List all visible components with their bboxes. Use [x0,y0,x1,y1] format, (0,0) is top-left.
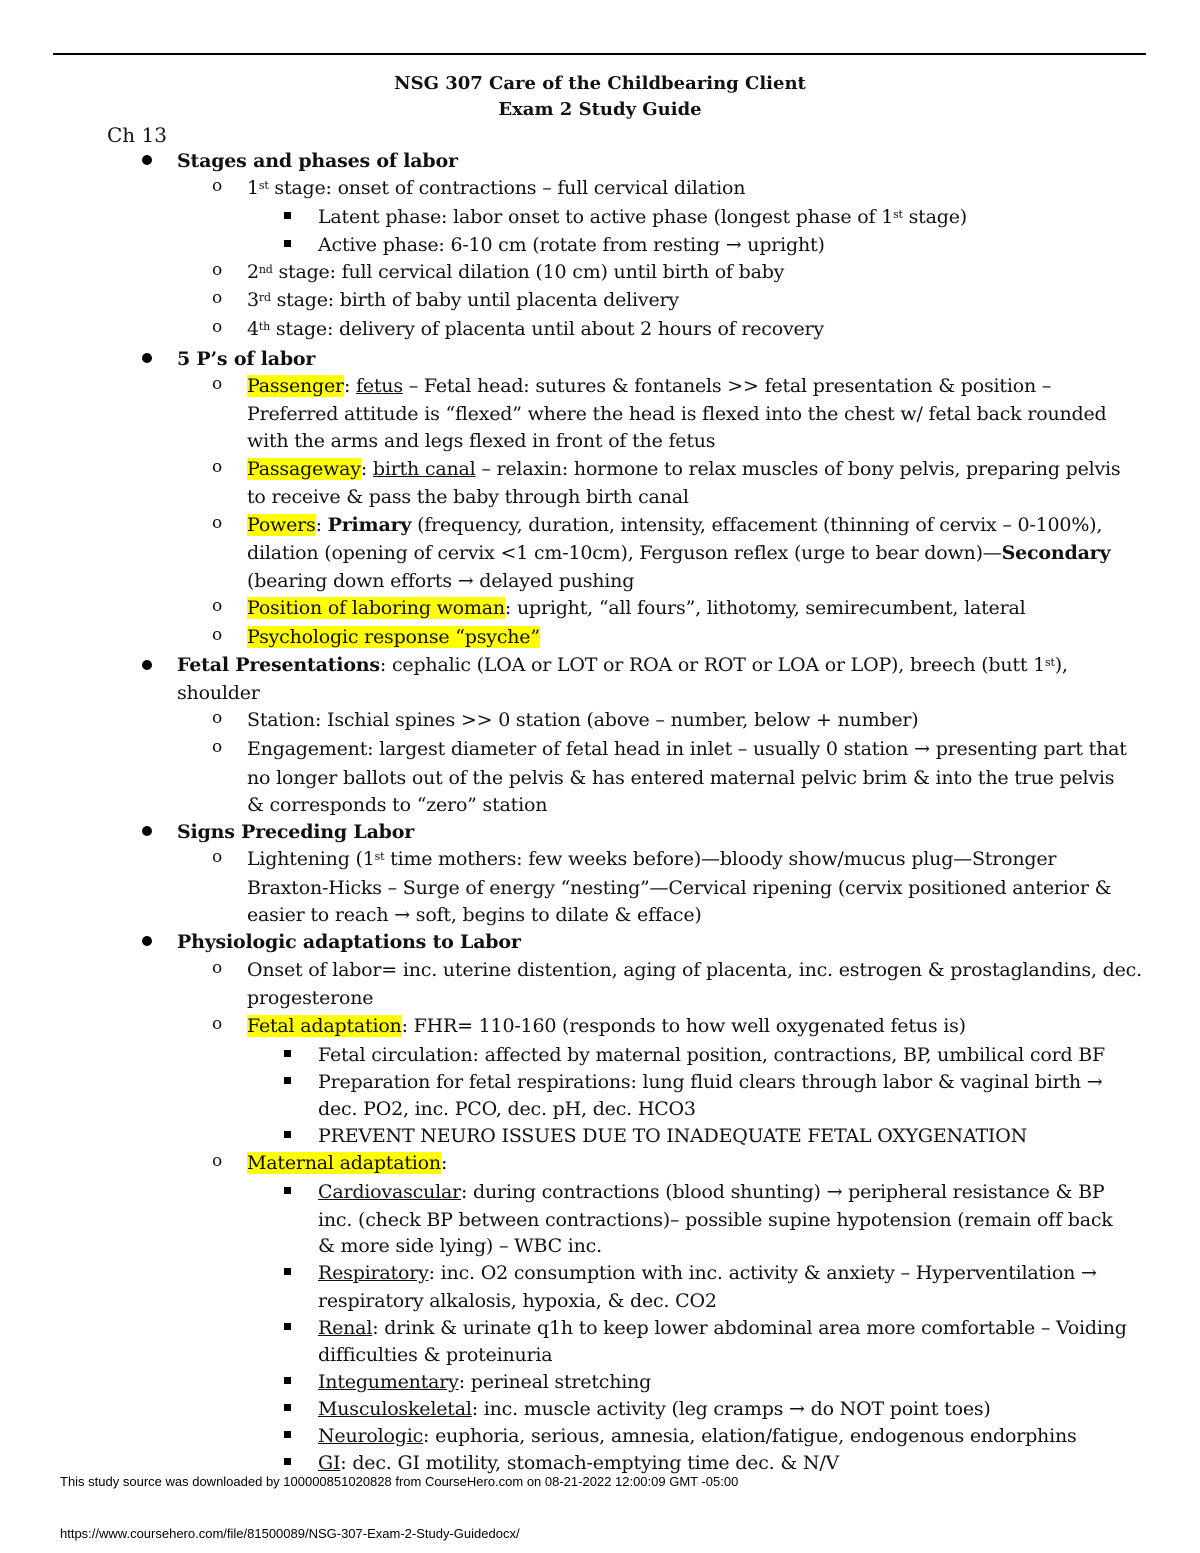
list-item-cont: Preferred attitude is “flexed” where the head is flexed into the chest w/ fetal back rounded [247,403,1107,425]
square-bullet-icon [284,1187,291,1194]
list-item: Fetal Presentations: cephalic (LOA or LOT or ROA or ROT or LOA or LOP), breech (butt 1st), [177,654,1068,676]
list-item: Neurologic: euphoria, serious, amnesia, elation/fatigue, endogenous endorphins [318,1425,1077,1447]
source-url-link[interactable]: https://www.coursehero.com/file/81500089/NSG-307-Exam-2-Study-Guidedocx/ [60,1526,520,1541]
list-item: Fetal adaptation: FHR= 110-160 (responds to how well oxygenated fetus is) [247,1015,966,1037]
list-item: Passageway: birth canal – relaxin: hormone to relax muscles of bony pelvis, preparing pelvis [247,458,1121,480]
circle-bullet-icon: o [212,1014,223,1034]
list-item-cont: & corresponds to “zero” station [247,794,548,816]
list-item: Latent phase: labor onset to active phase (longest phase of 1st stage) [318,206,967,228]
list-item-cont: respiratory alkalosis, hypoxia, & dec. CO2 [318,1290,717,1312]
list-item: Station: Ischial spines >> 0 station (above – number, below + number) [247,709,919,731]
bullet-icon [142,826,152,836]
square-bullet-icon [284,1404,291,1411]
list-item-cont: progesterone [247,987,374,1009]
circle-bullet-icon: o [212,457,223,477]
square-bullet-icon [284,1458,291,1465]
circle-bullet-icon: o [212,737,223,757]
bullet-icon [142,936,152,946]
list-item: Fetal circulation: affected by maternal position, contractions, BP, umbilical cord BF [318,1044,1105,1066]
list-item-cont: dec. PO2, inc. PCO, dec. pH, dec. HCO3 [318,1098,696,1120]
circle-bullet-icon: o [212,625,223,645]
list-item: Integumentary: perineal stretching [318,1371,652,1393]
list-item-cont: to receive & pass the baby through birth canal [247,486,689,508]
bullet-icon [142,155,152,165]
circle-bullet-icon: o [212,288,223,308]
list-item: 2nd stage: full cervical dilation (10 cm) until birth of baby [247,261,785,283]
list-item: 1st stage: onset of contractions – full cervical dilation [247,177,746,199]
square-bullet-icon [284,1131,291,1138]
download-notice: This study source was downloaded by 100000851020828 from CourseHero.com on 08-21-2022 12:00:09 GMT -05:00 [60,1474,739,1489]
list-item: 3rd stage: birth of baby until placenta delivery [247,289,679,311]
square-bullet-icon [284,1268,291,1275]
square-bullet-icon [284,1431,291,1438]
bullet-icon [142,353,152,363]
list-item: Onset of labor= inc. uterine distention, aging of placenta, inc. estrogen & prostaglandins, dec. [247,959,1142,981]
circle-bullet-icon: o [212,374,223,394]
circle-bullet-icon: o [212,847,223,867]
list-item-cont: shoulder [177,682,260,704]
list-item-cont: easier to reach → soft, begins to dilate & efface) [247,904,702,926]
square-bullet-icon [284,1323,291,1330]
list-item-cont: & more side lying) – WBC inc. [318,1235,602,1257]
circle-bullet-icon: o [212,260,223,280]
list-item-cont: (bearing down efforts → delayed pushing [247,570,635,592]
list-item: Psychologic response “psyche” [247,626,540,648]
list-item: Musculoskeletal: inc. muscle activity (leg cramps → do NOT point toes) [318,1398,991,1420]
heading-signs: Signs Preceding Labor [177,821,415,843]
bullet-icon [142,660,152,670]
circle-bullet-icon: o [212,708,223,728]
list-item: PREVENT NEURO ISSUES DUE TO INADEQUATE FETAL OXYGENATION [318,1125,1028,1147]
list-item-cont: inc. (check BP between contractions)– possible supine hypotension (remain off back [318,1209,1113,1231]
circle-bullet-icon: o [212,958,223,978]
circle-bullet-icon: o [212,317,223,337]
heading-physiologic: Physiologic adaptations to Labor [177,931,521,953]
list-item-cont: Braxton-Hicks – Surge of energy “nesting”—Cervical ripening (cervix positioned anterior & [247,877,1112,899]
top-rule [53,53,1146,55]
square-bullet-icon [284,1050,291,1057]
list-item: Renal: drink & urinate q1h to keep lower abdominal area more comfortable – Voiding [318,1317,1127,1339]
chapter-heading: Ch 13 [107,123,167,147]
doc-subtitle: Exam 2 Study Guide [498,99,702,120]
circle-bullet-icon: o [212,176,223,196]
doc-title: NSG 307 Care of the Childbearing Client [394,73,806,94]
heading-stages: Stages and phases of labor [177,150,458,172]
list-item: Powers: Primary (frequency, duration, intensity, effacement (thinning of cervix – 0-100%), [247,514,1103,536]
list-item: Engagement: largest diameter of fetal head in inlet – usually 0 station → presenting part that [247,738,1127,760]
square-bullet-icon [284,1077,291,1084]
square-bullet-icon [284,1377,291,1384]
list-item-cont: difficulties & proteinuria [318,1344,553,1366]
list-item: Respiratory: inc. O2 consumption with inc. activity & anxiety – Hyperventilation → [318,1262,1097,1284]
square-bullet-icon [284,212,291,219]
heading-5ps: 5 P’s of labor [177,348,316,370]
list-item: Maternal adaptation: [247,1152,448,1174]
circle-bullet-icon: o [212,1151,223,1171]
list-item-cont: dilation (opening of cervix <1 cm-10cm), Ferguson reflex (urge to bear down)—Secondary [247,542,1111,564]
list-item: Preparation for fetal respirations: lung fluid clears through labor & vaginal birth → [318,1071,1103,1093]
list-item: Cardiovascular: during contractions (blood shunting) → peripheral resistance & BP [318,1181,1105,1203]
circle-bullet-icon: o [212,513,223,533]
list-item: 4th stage: delivery of placenta until about 2 hours of recovery [247,318,824,340]
list-item: Lightening (1st time mothers: few weeks before)—bloody show/mucus plug—Stronger [247,848,1057,870]
list-item-cont: no longer ballots out of the pelvis & has entered maternal pelvic brim & into the true pelvis [247,767,1115,789]
list-item: Active phase: 6-10 cm (rotate from resting → upright) [318,234,825,256]
circle-bullet-icon: o [212,596,223,616]
list-item-cont: with the arms and legs flexed in front of the fetus [247,430,716,452]
list-item: GI: dec. GI motility, stomach-emptying time dec. & N/V [318,1452,840,1474]
square-bullet-icon [284,240,291,247]
list-item: Position of laboring woman: upright, “all fours”, lithotomy, semirecumbent, lateral [247,597,1026,619]
list-item: Passenger: fetus – Fetal head: sutures & fontanels >> fetal presentation & position – [247,375,1052,397]
